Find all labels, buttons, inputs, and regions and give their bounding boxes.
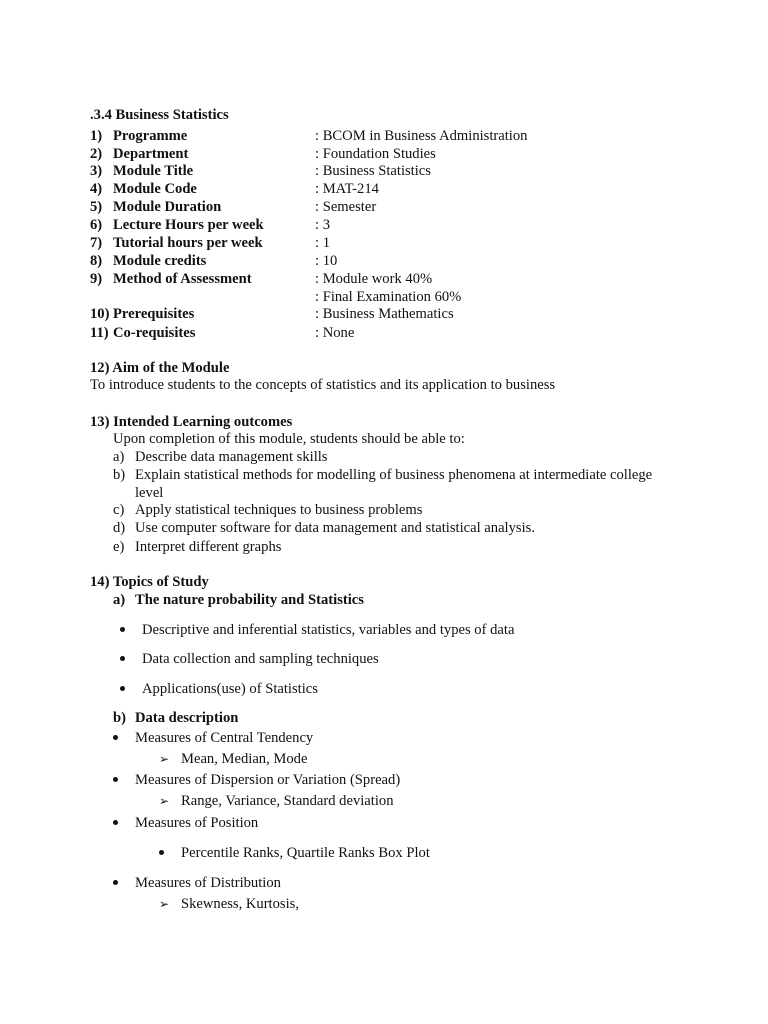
detail-label-prerequisites: 10) Prerequisites [90, 306, 195, 322]
outcomes-heading: 13) Intended Learning outcomes [90, 414, 293, 430]
detail-value-module-code: : MAT-214 [315, 181, 379, 197]
detail-label-lecture-hours: 6) Lecture Hours per week [90, 217, 264, 233]
detail-label-programme: 1) Programme [90, 128, 188, 144]
topic-a-title: a) The nature probability and Statistics [113, 592, 364, 608]
outcome-d: d) Use computer software for data management and statistical analysis. [113, 520, 535, 536]
bullet-icon [113, 814, 135, 832]
detail-value-lecture-hours: : 3 [315, 217, 330, 233]
detail-label-tutorial-hours: 7) Tutorial hours per week [90, 235, 263, 251]
bullet-icon [120, 621, 142, 639]
outcome-e: e) Interpret different graphs [113, 539, 282, 555]
outcome-c: c) Apply statistical techniques to business problems [113, 502, 423, 518]
detail-value-module-credits: : 10 [315, 253, 338, 269]
distribution-item: Measures of Distribution [113, 874, 281, 892]
outcome-b-continued: level [135, 485, 164, 501]
bullet-icon [159, 844, 181, 862]
detail-value-tutorial-hours: : 1 [315, 235, 330, 251]
bullet-icon [120, 650, 142, 668]
arrow-bullet-icon: ➢ [159, 897, 170, 911]
position-item: Measures of Position [113, 814, 258, 832]
aim-text: To introduce students to the concepts of statistics and its application to business [90, 377, 556, 393]
topics-heading: 14) Topics of Study [90, 574, 209, 590]
detail-value-module-duration: : Semester [315, 199, 377, 215]
topic-a-item: Data collection and sampling techniques [120, 650, 379, 668]
position-subitem: Percentile Ranks, Quartile Ranks Box Plot [159, 844, 430, 862]
central-tendency-subitem: ➢ Mean, Median, Mode [159, 751, 308, 767]
outcomes-intro: Upon completion of this module, students should be able to: [113, 431, 465, 447]
detail-value-prerequisites: : Business Mathematics [315, 306, 454, 322]
distribution-subitem: ➢ Skewness, Kurtosis, [159, 896, 299, 912]
detail-label-module-code: 4) Module Code [90, 181, 197, 197]
detail-value-department: : Foundation Studies [315, 146, 436, 162]
detail-label-module-title: 3) Module Title [90, 163, 194, 179]
detail-value-corequisites: : None [315, 325, 355, 341]
detail-value-module-title: : Business Statistics [315, 163, 431, 179]
outcome-a: a) Describe data management skills [113, 449, 328, 465]
arrow-bullet-icon: ➢ [159, 752, 170, 766]
bullet-icon [113, 729, 135, 747]
bullet-icon [113, 771, 135, 789]
detail-label-department: 2) Department [90, 146, 189, 162]
arrow-bullet-icon: ➢ [159, 794, 170, 808]
detail-label-corequisites: 11) Co-requisites [90, 325, 196, 341]
detail-value-programme: : BCOM in Business Administration [315, 128, 528, 144]
topic-a-item: Descriptive and inferential statistics, variables and types of data [120, 621, 514, 639]
section-title: .3.4 Business Statistics [90, 107, 229, 123]
bullet-icon [120, 680, 142, 698]
detail-value-assessment-exam: : Final Examination 60% [315, 289, 462, 305]
detail-label-module-duration: 5) Module Duration [90, 199, 222, 215]
aim-heading: 12) Aim of the Module [90, 360, 230, 376]
outcome-b: b) Explain statistical methods for modelling of business phenomena at intermediate college [113, 467, 653, 483]
detail-label-assessment: 9) Method of Assessment [90, 271, 252, 287]
dispersion-subitem: ➢ Range, Variance, Standard deviation [159, 793, 394, 809]
dispersion-item: Measures of Dispersion or Variation (Spread) [113, 771, 400, 789]
detail-value-assessment: : Module work 40% [315, 271, 433, 287]
topic-b-title: b) Data description [113, 710, 239, 726]
central-tendency-item: Measures of Central Tendency [113, 729, 313, 747]
topic-a-item: Applications(use) of Statistics [120, 680, 318, 698]
detail-label-module-credits: 8) Module credits [90, 253, 207, 269]
bullet-icon [113, 874, 135, 892]
